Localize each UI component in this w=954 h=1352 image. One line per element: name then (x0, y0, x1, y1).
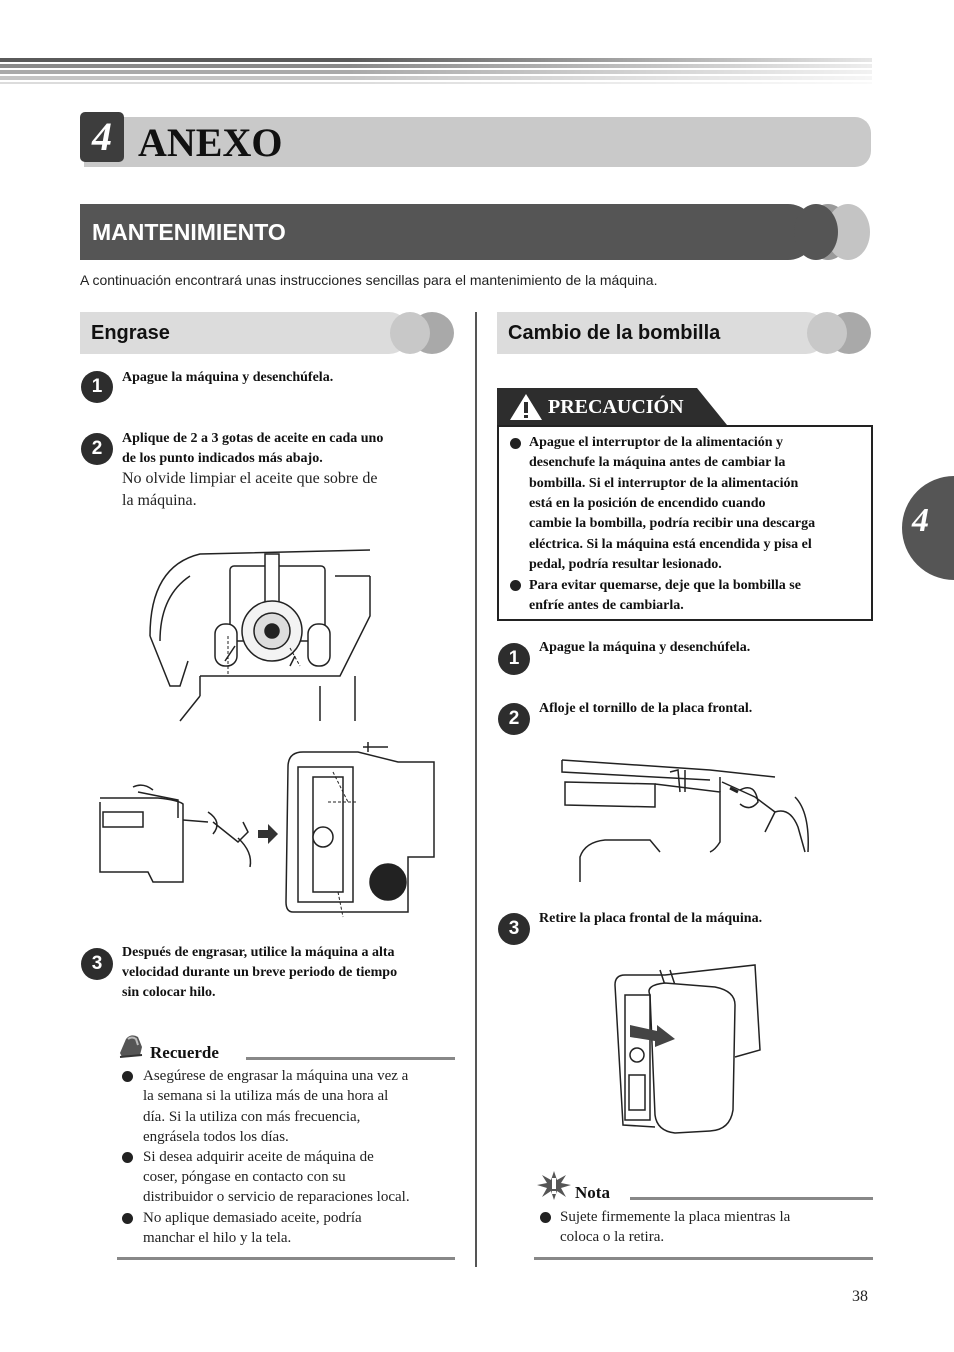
caution-line: enfríe antes de cambiarla. (529, 598, 684, 613)
side-chapter-number: 4 (912, 502, 929, 539)
note-bottom-rule (534, 1257, 873, 1260)
note-star-icon (536, 1170, 572, 1200)
caution-line: desenchufe la máquina antes de cambiar la (529, 455, 786, 470)
note-title-rule (630, 1197, 873, 1200)
illustration-loosen-screw (560, 752, 815, 887)
memo-line: distribuidor o servicio de reparaciones local. (143, 1189, 410, 1205)
step-text-line: de los punto indicados más abajo. (122, 451, 323, 466)
bombilla-title: Cambio de la bombilla (508, 322, 721, 344)
caution-line: está en la posición de encendido cuando (529, 496, 766, 511)
step-number-1: 1 (498, 643, 530, 675)
note-line: Sujete firmemente la placa mientras la (560, 1209, 791, 1225)
step-text-line: Aplique de 2 a 3 gotas de aceite en cada uno (122, 431, 384, 446)
memo-title-rule (246, 1057, 455, 1060)
warning-icon (509, 393, 543, 421)
step-text-line: sin colocar hilo. (122, 985, 216, 1000)
bullet (540, 1212, 551, 1223)
memo-line: manchar el hilo y la tela. (143, 1230, 292, 1246)
memo-line: engrásela todos los días. (143, 1129, 289, 1145)
step-number-3: 3 (81, 948, 113, 980)
caution-line: Para evitar quemarse, deje que la bombilla se (529, 578, 801, 593)
memo-line: día. Si la utiliza con más frecuencia, (143, 1109, 361, 1125)
bullet (122, 1071, 133, 1082)
step-note-line: la máquina. (122, 492, 197, 509)
bell-icon (116, 1033, 146, 1061)
illustration-remove-faceplate (605, 965, 765, 1135)
intro-text: A continuación encontrará unas instrucciones sencillas para el mantenimiento de la máquina. (80, 272, 658, 288)
section-pill-0 (794, 204, 838, 260)
memo-line: Asegúrese de engrasar la máquina una vez a (143, 1068, 409, 1084)
step-number-3: 3 (498, 913, 530, 945)
memo-line: la semana si la utiliza más de una hora al (143, 1088, 389, 1104)
memo-line: No aplique demasiado aceite, podría (143, 1210, 362, 1226)
step-text: Apague la máquina y desenchúfela. (539, 640, 751, 655)
caution-title: PRECAUCIÓN (548, 396, 684, 418)
step-number-1: 1 (81, 371, 113, 403)
step-number-2: 2 (498, 703, 530, 735)
bullet (510, 438, 521, 449)
bullet (510, 580, 521, 591)
bullet (122, 1213, 133, 1224)
memo-line: coser, póngase en contacto con su (143, 1169, 346, 1185)
step-text-line: Después de engrasar, utilice la máquina a alta (122, 945, 395, 960)
step-text: Retire la placa frontal de la máquina. (539, 911, 763, 926)
caution-line: bombilla. Si el interruptor de la alimentación (529, 476, 799, 491)
page-number: 38 (852, 1288, 868, 1305)
caution-line: pedal, podría resultar lesionado. (529, 557, 722, 572)
memo-bottom-rule (117, 1257, 455, 1260)
note-title: Nota (575, 1183, 610, 1202)
step-note-line: No olvide limpiar el aceite que sobre de (122, 470, 378, 487)
caution-line: cambie la bombilla, podría recibir una descarga (529, 516, 816, 531)
illustration-bobbin-area (140, 536, 380, 721)
header-stripes-fade (0, 58, 872, 84)
caution-line: Apague el interruptor de la alimentación y (529, 435, 784, 450)
bullet (122, 1152, 133, 1163)
chapter-number: 4 (80, 112, 124, 162)
caution-line: eléctrica. Si la máquina está encendida y pisa el (529, 537, 812, 552)
engrase-pill-1 (390, 312, 430, 354)
engrase-title: Engrase (91, 322, 170, 344)
memo-line: Si desea adquirir aceite de máquina de (143, 1149, 374, 1165)
step-number-2: 2 (81, 433, 113, 465)
memo-title: Recuerde (150, 1043, 219, 1062)
chapter-title: ANEXO (138, 120, 283, 165)
illustration-oil-points (98, 742, 438, 917)
section-title: MANTENIMIENTO (92, 219, 286, 245)
step-text: Afloje el tornillo de la placa frontal. (539, 701, 753, 716)
bombilla-pill-1 (807, 312, 847, 354)
column-divider (475, 312, 477, 1267)
step-text: Apague la máquina y desenchúfela. (122, 370, 334, 385)
note-line: coloca o la retira. (560, 1229, 665, 1245)
step-text-line: velocidad durante un breve periodo de tiempo (122, 965, 398, 980)
